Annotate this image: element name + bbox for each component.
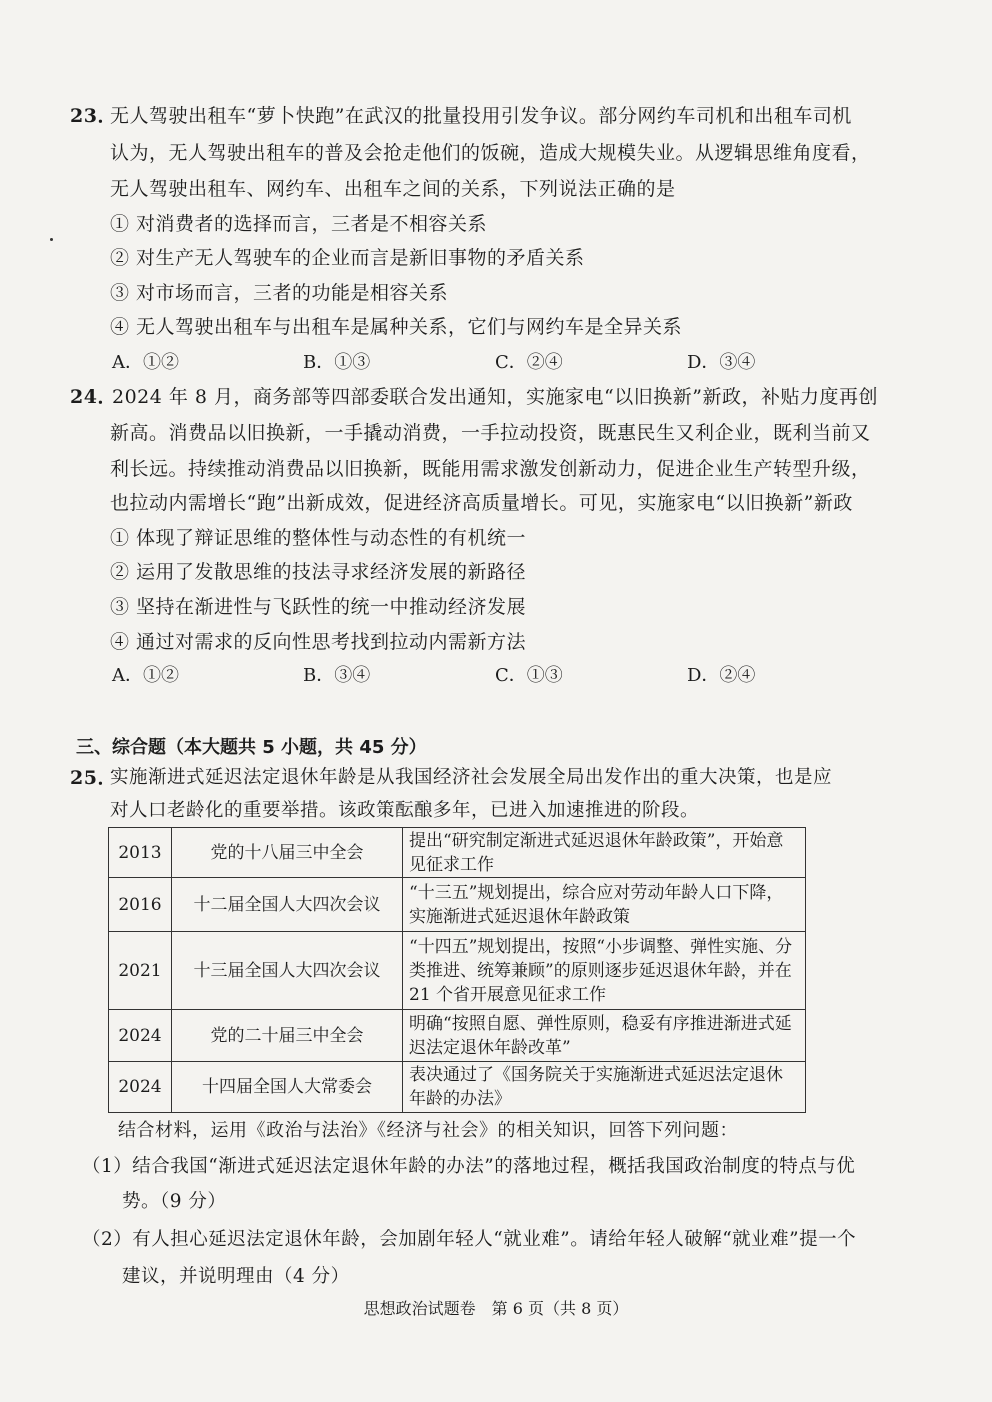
q23-option-c[interactable]: C．②④	[495, 352, 563, 373]
q25-stem-line-2: 对人口老龄化的重要举措。该政策酝酿多年，已进入加速推进的阶段。	[110, 800, 700, 821]
q23-option-b[interactable]: B．①③	[303, 352, 371, 373]
q25-sub1-line-2: 势。（9 分）	[122, 1191, 227, 1212]
scan-speck	[50, 238, 53, 241]
q25-sub2-line-2: 建议，并说明理由（4 分）	[122, 1266, 350, 1287]
table-content: 明确“按照自愿、弹性原则，稳妥有序推进渐进式延迟法定退休年龄改革”	[403, 1010, 806, 1062]
q23-item-4: ④ 无人驾驶出租车与出租车是属种关系，它们与网约车是全异关系	[110, 316, 683, 338]
q24-stem-line-3: 利长远。持续推动消费品以旧换新，既能用需求激发创新动力，促进企业生产转型升级，	[110, 458, 871, 480]
q23-item-1: ① 对消费者的选择而言，三者是不相容关系	[110, 213, 488, 235]
q23-item-2: ② 对生产无人驾驶车的企业而言是新旧事物的矛盾关系	[110, 247, 585, 269]
q25-stem-line-1: 实施渐进式延迟法定退休年龄是从我国经济社会发展全局出发作出的重大决策，也是应	[110, 767, 833, 788]
q23-stem-line-1: 无人驾驶出租车“萝卜快跑”在武汉的批量投用引发争议。部分网约车司机和出租车司机	[110, 105, 852, 127]
table-year: 2021	[109, 932, 172, 1010]
table-row	[109, 1010, 806, 1062]
table-row	[109, 878, 806, 932]
q23-option-d[interactable]: D．③④	[687, 352, 756, 373]
table-content: “十三五”规划提出，综合应对劳动年龄人口下降，实施渐进式延迟退休年龄政策	[403, 878, 806, 932]
q24-item-4: ④ 通过对需求的反向性思考找到拉动内需新方法	[110, 631, 527, 653]
q24-item-1: ① 体现了辩证思维的整体性与动态性的有机统一	[110, 527, 527, 549]
table-meeting: 十三届全国人大四次会议	[172, 932, 403, 1010]
q24-item-2: ② 运用了发散思维的技法寻求经济发展的新路径	[110, 561, 527, 583]
table-row	[109, 1062, 806, 1113]
table-meeting: 党的二十届三中全会	[172, 1010, 403, 1062]
q24-stem-line-1: 2024 年 8 月，商务部等四部委联合发出通知，实施家电“以旧换新”新政，补贴力度再创	[112, 386, 878, 408]
table-row	[109, 828, 806, 878]
q23-number: 23．	[70, 105, 117, 127]
q24-stem-line-2: 新高。消费品以旧换新，一手撬动消费，一手拉动投资，既惠民生又利企业，既利当前又	[110, 422, 871, 444]
q25-sub1-line-1: （1）结合我国“渐进式延迟法定退休年龄的办法”的落地过程，概括我国政治制度的特点与优	[82, 1156, 856, 1177]
q24-option-c[interactable]: C．①③	[495, 665, 563, 686]
q23-option-a[interactable]: A．①②	[112, 352, 179, 373]
table-content: 表决通过了《国务院关于实施渐进式延迟法定退休年龄的办法》	[403, 1062, 806, 1113]
q23-stem-line-2: 认为，无人驾驶出租车的普及会抢走他们的饭碗，造成大规模失业。从逻辑思维角度看，	[110, 142, 871, 164]
section-3-title: 三、综合题（本大题共 5 小题，共 45 分）	[76, 737, 427, 758]
table-year: 2024	[109, 1062, 172, 1113]
q24-option-a[interactable]: A．①②	[112, 665, 179, 686]
table-meeting: 十四届全国人大常委会	[172, 1062, 403, 1113]
table-content: 提出“研究制定渐进式延迟退休年龄政策”，开始意见征求工作	[403, 828, 806, 878]
q25-sub2-line-1: （2）有人担心延迟法定退休年龄，会加剧年轻人“就业难”。请给年轻人破解“就业难”提一个	[82, 1229, 857, 1250]
q23-item-3: ③ 对市场而言，三者的功能是相容关系	[110, 282, 449, 304]
q24-number: 24．	[70, 386, 117, 408]
table-year: 2024	[109, 1010, 172, 1062]
q24-item-3: ③ 坚持在渐进性与飞跃性的统一中推动经济发展	[110, 596, 527, 618]
q25-prompt: 结合材料，运用《政治与法治》《经济与社会》的相关知识，回答下列问题：	[118, 1120, 738, 1141]
page-footer: 思想政治试题卷 第 6 页（共 8 页）	[363, 1299, 629, 1318]
q23-stem-line-3: 无人驾驶出租车、网约车、出租车之间的关系，下列说法正确的是	[110, 178, 676, 200]
q24-option-d[interactable]: D．②④	[687, 665, 756, 686]
q24-option-b[interactable]: B．③④	[303, 665, 371, 686]
q24-stem-line-4: 也拉动内需增长“跑”出新成效，促进经济高质量增长。可见，实施家电“以旧换新”新政	[110, 492, 853, 514]
table-meeting: 十二届全国人大四次会议	[172, 878, 403, 932]
table-year: 2016	[109, 878, 172, 932]
table-year: 2013	[109, 828, 172, 878]
q25-number: 25．	[70, 767, 117, 789]
table-row	[109, 932, 806, 1010]
table-meeting: 党的十八届三中全会	[172, 828, 403, 878]
policy-timeline-table	[108, 827, 806, 1113]
table-content: “十四五”规划提出，按照“小步调整、弹性实施、分类推进、统筹兼顾”的原则逐步延迟退休年龄，并在 21 个省开展意见征求工作	[403, 932, 806, 1010]
